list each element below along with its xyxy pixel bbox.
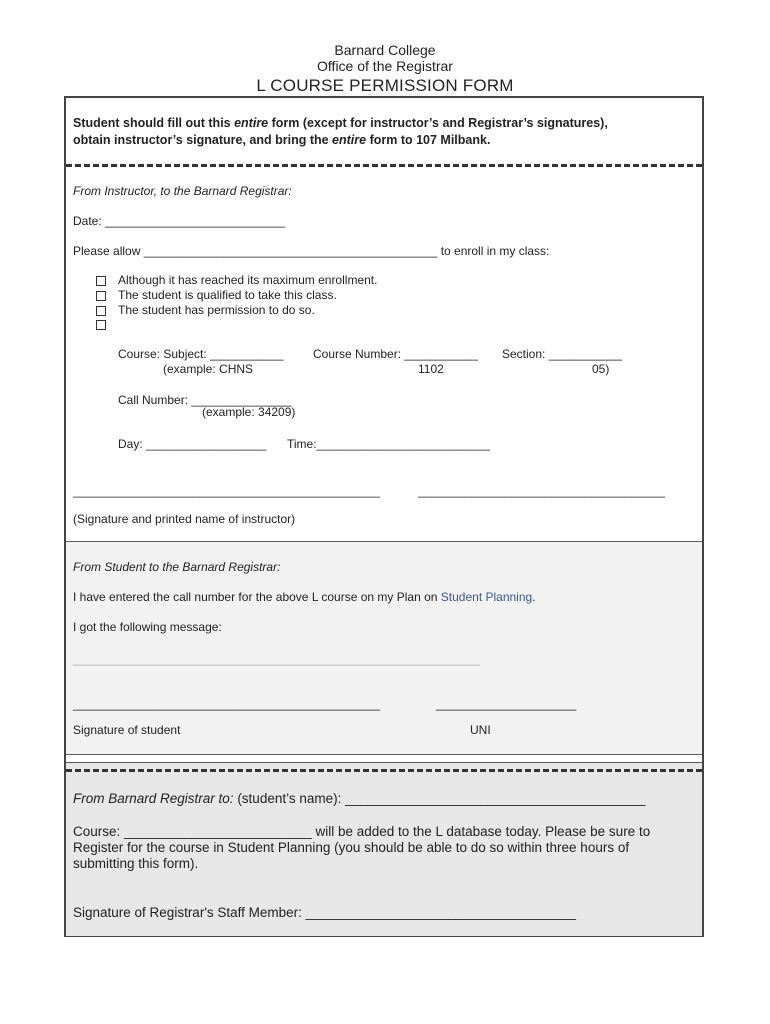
dashed-divider-top xyxy=(66,164,702,167)
option-max-enrollment: Although it has reached its maximum enrollment. xyxy=(118,273,378,287)
intro-line-2: obtain instructor’s signature, and bring the entire form to 107 Milbank. xyxy=(73,133,491,147)
institution-name: Barnard College xyxy=(334,42,436,58)
registrar-heading: From Barnard Registrar to: (student’s name): ________________________________________ xyxy=(73,791,646,806)
example-number: 1102 xyxy=(418,362,444,376)
registrar-submitting-line: submitting this form). xyxy=(73,856,199,871)
option-permission: The student has permission to do so. xyxy=(118,303,315,317)
date-field[interactable]: Date: ___________________________ xyxy=(73,214,286,228)
instructor-signature-line[interactable]: ______________________________________________ xyxy=(73,484,380,498)
student-planning-link[interactable]: Student Planning xyxy=(440,590,533,604)
course-number-field[interactable]: Course Number: ___________ xyxy=(313,347,478,361)
day-field[interactable]: Day: __________________ xyxy=(118,437,267,451)
student-name-field[interactable]: (student’s name): ________________________________________ xyxy=(233,791,646,806)
dashed-divider-registrar xyxy=(66,769,702,772)
example-subject: (example: CHNS xyxy=(163,362,254,376)
office-name: Office of the Registrar xyxy=(317,58,453,74)
student-signature-line[interactable]: ______________________________________________ xyxy=(73,697,380,711)
student-signature-caption: Signature of student xyxy=(73,723,181,737)
entire-emphasis: entire xyxy=(332,133,367,147)
entire-emphasis: entire xyxy=(234,116,269,130)
uni-caption: UNI xyxy=(470,723,491,737)
checkbox-qualified[interactable] xyxy=(96,291,106,301)
registrar-staff-signature[interactable]: Signature of Registrar's Staff Member: ____________________________________ xyxy=(73,905,576,920)
registrar-course-line[interactable]: Course: _________________________ will be added to the L database today. Please be sure to xyxy=(73,824,651,839)
example-section: 05) xyxy=(592,362,610,376)
intro-line-1: Student should fill out this entire form (except for instructor’s and Registrar’s signatures), xyxy=(73,116,608,130)
checkbox-other[interactable] xyxy=(96,320,106,330)
message-line[interactable]: _____________________________________________________________ xyxy=(73,652,481,666)
uni-line[interactable]: _____________________ xyxy=(436,697,577,711)
call-number-field[interactable]: Call Number: _______________ xyxy=(118,393,292,407)
message-label: I got the following message: xyxy=(73,620,222,634)
student-heading: From Student to the Barnard Registrar: xyxy=(73,560,281,574)
form-title: L COURSE PERMISSION FORM xyxy=(256,76,514,95)
student-entered-text: I have entered the call number for the above L course on my Plan on Student Planning. xyxy=(73,590,536,604)
checkbox-permission[interactable] xyxy=(96,306,106,316)
instructor-heading: From Instructor, to the Barnard Registrar: xyxy=(73,184,292,198)
checkbox-max-enrollment[interactable] xyxy=(96,276,106,286)
registrar-register-line: Register for the course in Student Planning (you should be able to do so within three hours of xyxy=(73,840,630,855)
instructor-printed-name-line[interactable]: _____________________________________ xyxy=(418,484,665,498)
instructor-signature-caption: (Signature and printed name of instructor) xyxy=(73,512,296,526)
option-qualified: The student is qualified to take this class. xyxy=(118,288,337,302)
course-subject-field[interactable]: Course: Subject: ___________ xyxy=(118,347,284,361)
example-call-number: (example: 34209) xyxy=(202,405,296,419)
please-allow-field[interactable]: Please allow ____________________________________________ to enroll in my class: xyxy=(73,244,550,258)
section-field[interactable]: Section: ___________ xyxy=(502,347,623,361)
time-field[interactable]: Time:__________________________ xyxy=(287,437,491,451)
